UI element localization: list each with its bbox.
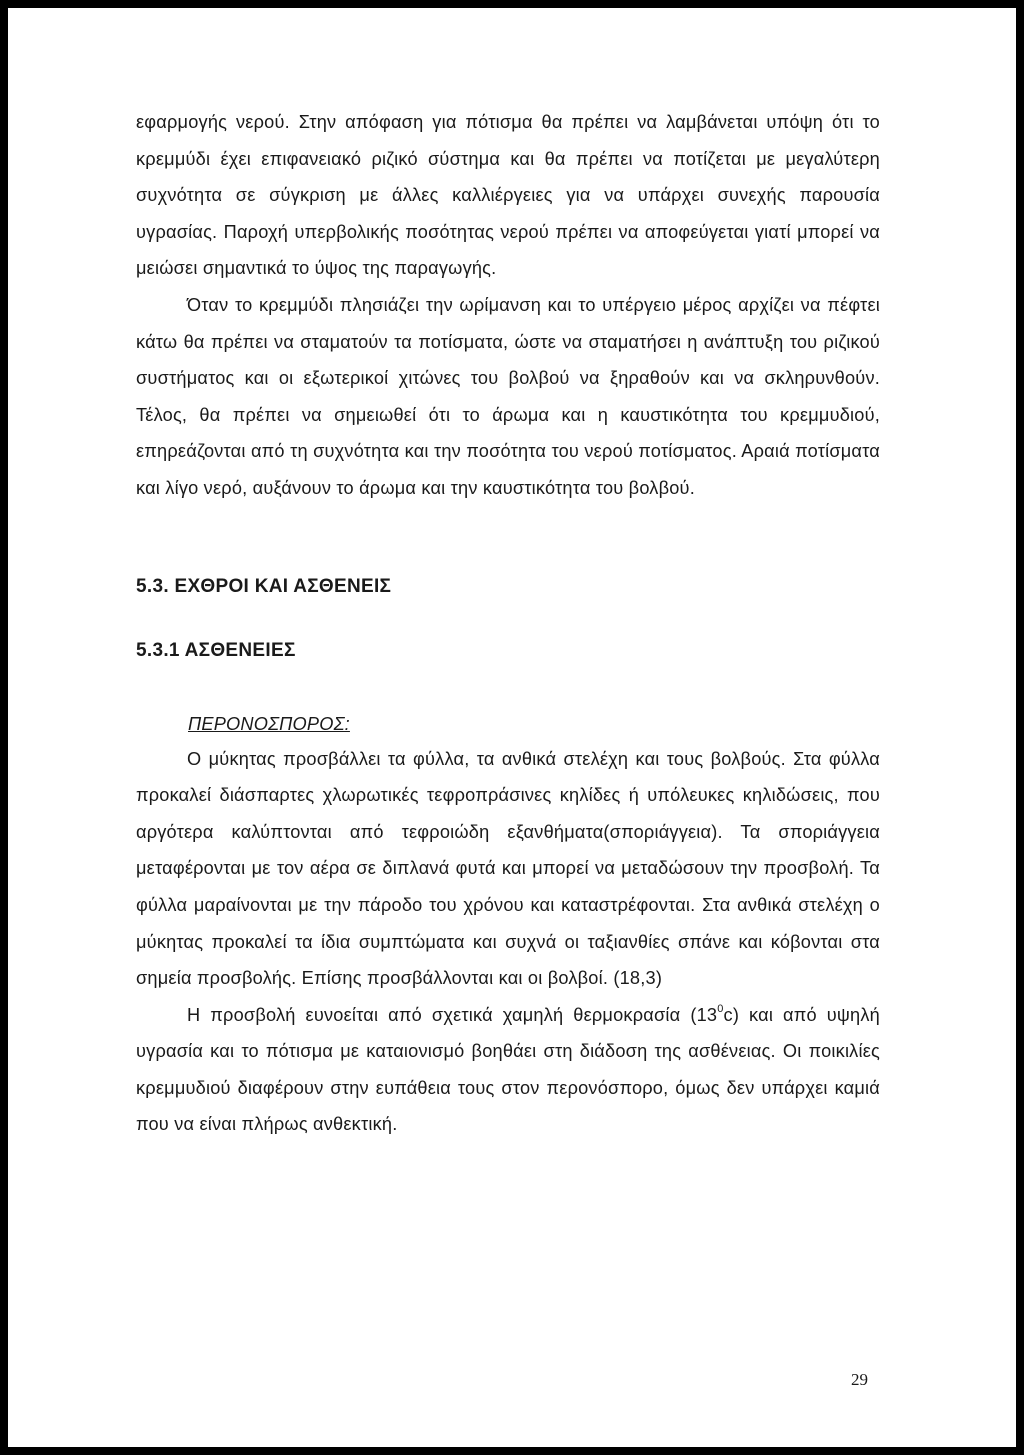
section-heading: 5.3. ΕΧΘΡΟΙ ΚΑΙ ΑΣΘΕΝΕΙΣ bbox=[136, 575, 392, 597]
conditions-text-start: Η προσβολή ευνοείται από σχετικά χαμηλή θερμοκρασία (13 bbox=[187, 1004, 718, 1025]
conditions-text-end: c) και από υψηλή υγρασία και το πότισμα με καταιονισμό βοηθάει στη διάδοση της ασθένειας. Οι ποικιλίες κρεμμυδιού διαφέρουν στην ευπάθεια τους στον περονόσπορο, όμως δεν υπάρχει καμιά που να είναι πλήρως ανθεκτική. bbox=[136, 1004, 880, 1135]
degree-superscript: 0 bbox=[717, 1002, 724, 1015]
irrigation-stop-paragraph: Όταν το κρεμμύδι πλησιάζει την ωρίμανση και το υπέργειο μέρος αρχίζει να πέφτει κάτω θα πρέπει να σταματούν τα ποτίσματα, ώστε να σταματήσει η ανάπτυξη του ριζικού συστήματος και οι εξωτερικοί χιτώνες του βολβού να ξηραθούν και να σκληρυνθούν. Τέλος, θα πρέπει να σημειωθεί ότι το άρωμα και η καυστικότητα του κρεμμυδιού, επηρεάζονται από τη συχνότητα και την ποσότητα του νερού ποτίσματος. Αραιά ποτίσματα και λίγο νερό, αυξάνουν το άρωμα και την καυστικότητα του βολβού. bbox=[136, 294, 880, 498]
subsection-heading: 5.3.1 ΑΣΘΕΝΕΙΕΣ bbox=[136, 639, 296, 661]
page-number: 29 bbox=[851, 1370, 868, 1389]
disease-title: ΠΕΡΟΝΟΣΠΟΡΟΣ: bbox=[188, 713, 350, 734]
disease-description-paragraph: Ο μύκητας προσβάλλει τα φύλλα, τα ανθικά στελέχη και τους βολβούς. Στα φύλλα προκαλεί διάσπαρτες χλωρωτικές τεφροπράσινες κηλίδες ή υπόλευκες κηλιδώσεις, που αργότερα καλύπτονται από τεφροιώδη εξανθήματα(σποριάγγεια). Τα σποριάγγεια μεταφέρονται με τον αέρα σε διπλανά φυτά και μπορεί να μεταδώσουν την προσβολή. Τα φύλλα μαραίνονται με την πάροδο του χρόνου και καταστρέφονται. Στα ανθικά στελέχη ο μύκητας προκαλεί τα ίδια συμπτώματα και συχνά οι ταξιανθίες σπάνε και κόβονται στα σημεία προσβολής. Επίσης προσβάλλονται και οι βολβοί. (18,3) bbox=[136, 748, 880, 989]
disease-conditions-paragraph bbox=[136, 997, 880, 1143]
irrigation-paragraph: εφαρμογής νερού. Στην απόφαση για πότισμα θα πρέπει να λαμβάνεται υπόψη ότι το κρεμμύδι έχει επιφανειακό ριζικό σύστημα και θα πρέπει να ποτίζεται με μεγαλύτερη συχνότητα σε σύγκριση με άλλες καλλιέργειες για να υπάρχει συνεχής παρουσία υγρασίας. Παροχή υπερβολικής ποσότητας νερού πρέπει να αποφεύγεται γιατί μπορεί να μειώσει σημαντικά το ύψος της παραγωγής. bbox=[136, 112, 880, 279]
document-page bbox=[8, 8, 1016, 1447]
page-content bbox=[136, 104, 880, 1143]
